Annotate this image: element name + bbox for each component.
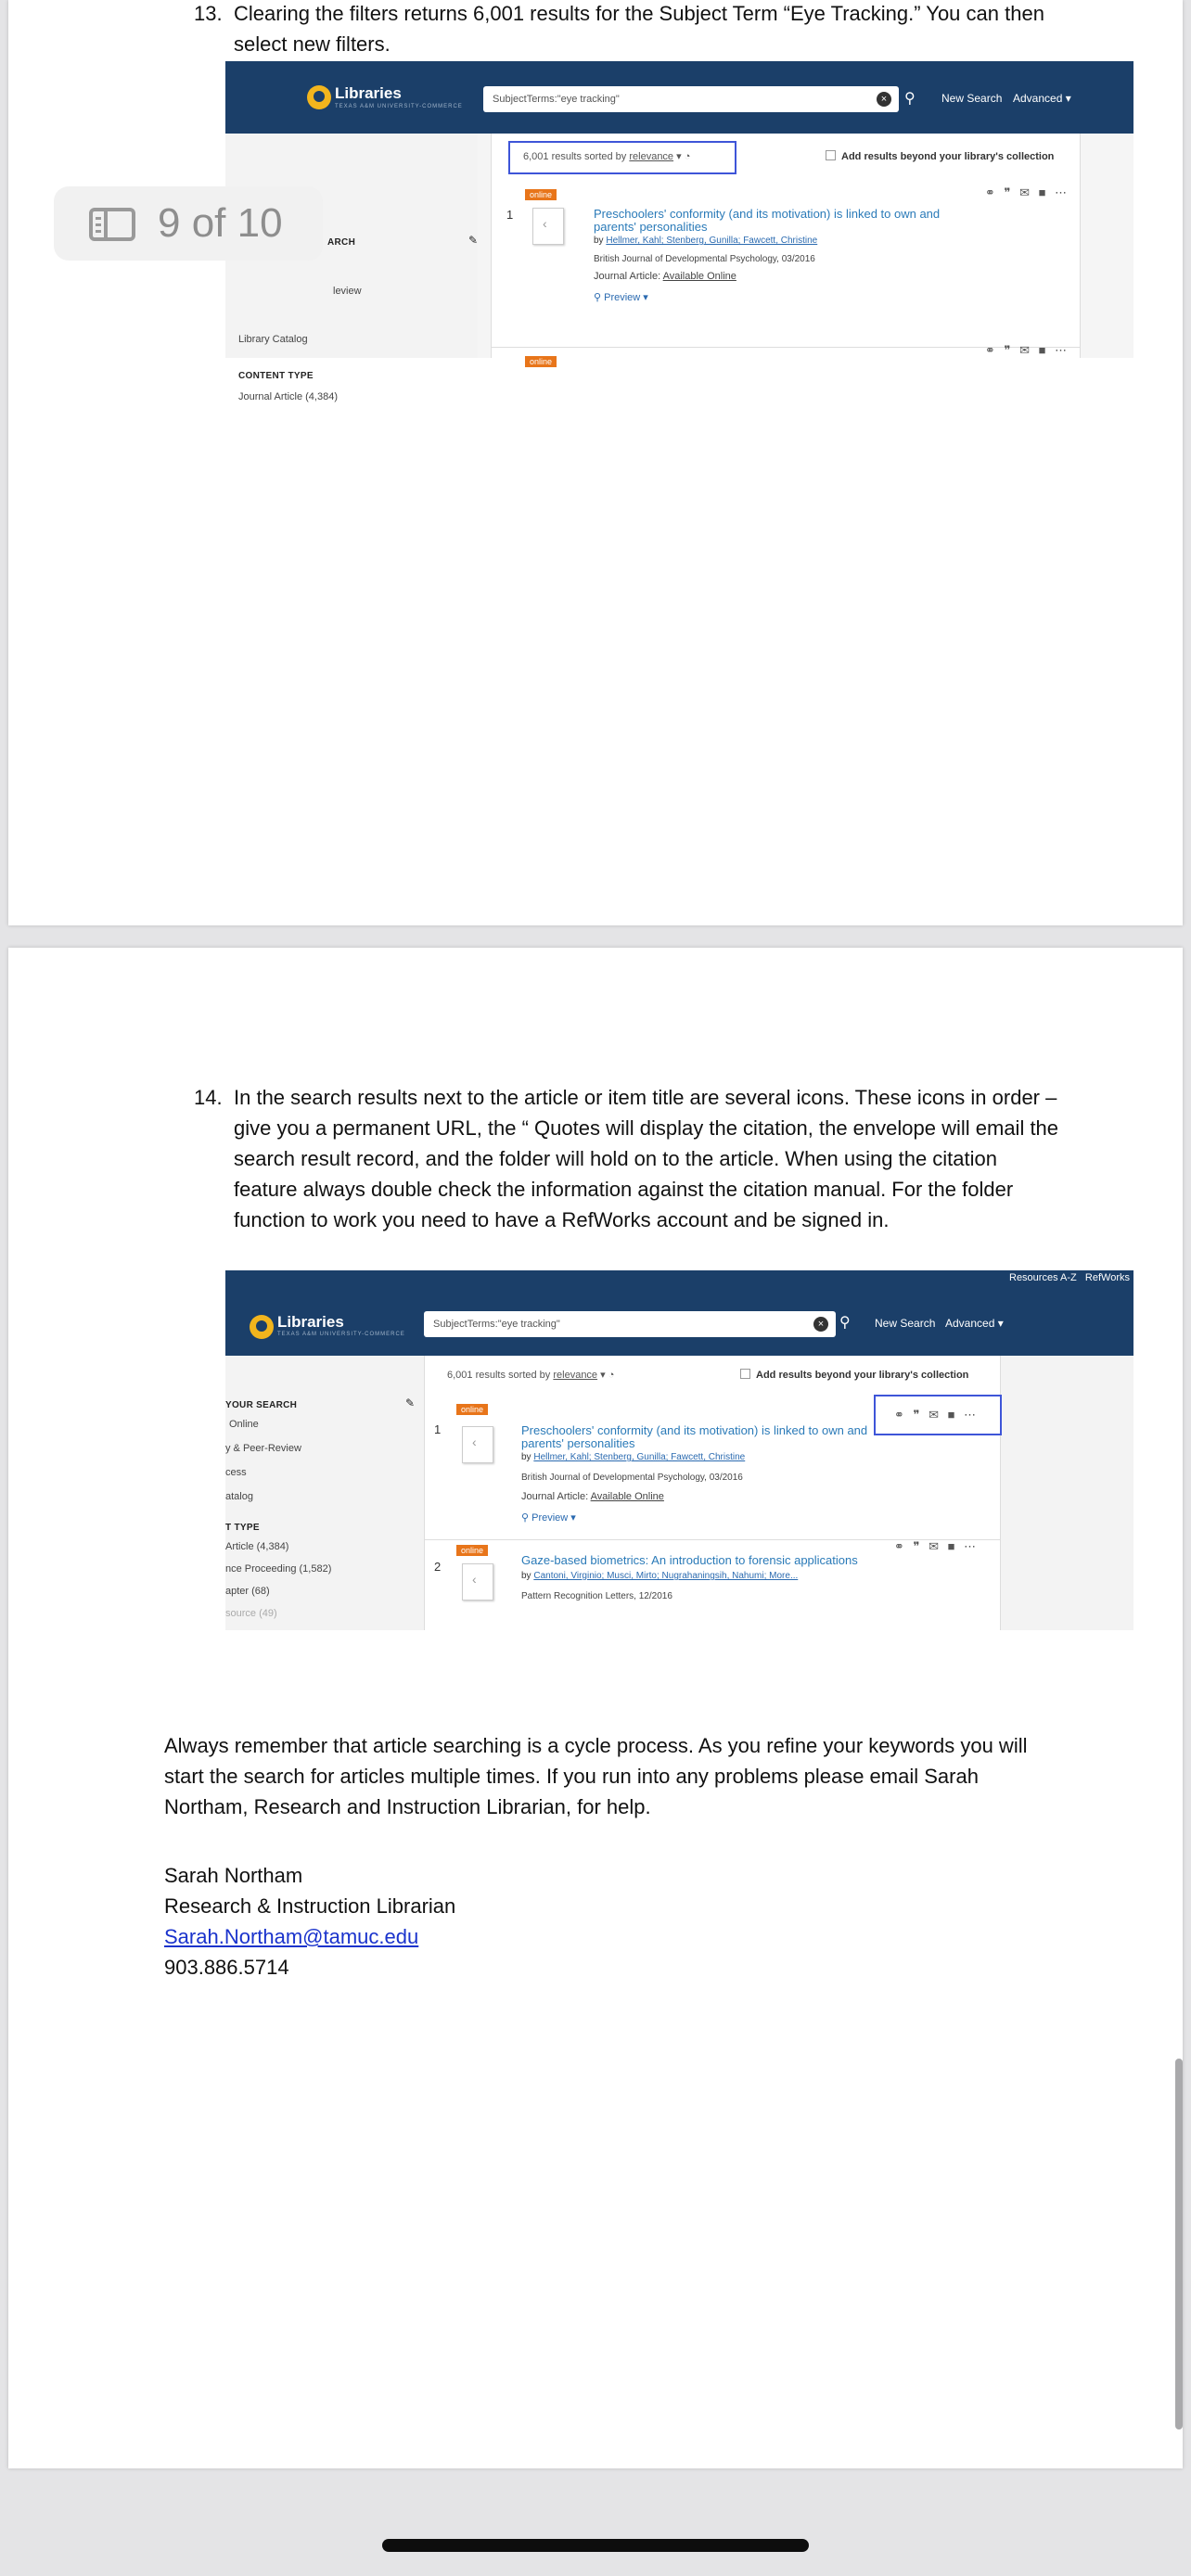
record-authors <box>521 1571 798 1581</box>
record-type-label: Journal Article: <box>521 1491 589 1502</box>
record-title[interactable]: Gaze-based biometrics: An introduction to forensic applications <box>521 1553 858 1567</box>
available-online-link[interactable]: Available Online <box>662 271 736 282</box>
library-logo-subtitle: TEXAS A&M UNIVERSITY-COMMERCE <box>277 1332 405 1337</box>
record-type-label: Journal Article: <box>594 271 661 282</box>
record-action-icons[interactable]: ⚭ ❞ ✉ ■ ⋯ <box>894 1539 980 1553</box>
preview-button[interactable]: ⚲ Preview ▾ <box>521 1512 576 1524</box>
author-links[interactable]: Hellmer, Kahl; Stenberg, Gunilla; Fawcett, Christine <box>606 236 818 246</box>
sidebar-open-access[interactable]: cess <box>225 1467 247 1478</box>
results-pane <box>491 134 1081 366</box>
author-links[interactable]: Cantoni, Virginio; Musci, Mirto; Nugrahaningsih, Nahumi; More... <box>533 1571 799 1581</box>
clear-search-icon[interactable]: × <box>813 1317 828 1332</box>
document-thumbnail-icon[interactable] <box>532 208 564 245</box>
highlight-action-icons <box>874 1395 1002 1435</box>
new-search-link[interactable]: New Search <box>941 92 1003 105</box>
by-label: by <box>521 1571 531 1581</box>
record-number: 1 <box>434 1422 442 1436</box>
step-13 <box>194 0 1066 59</box>
new-search-link[interactable]: New Search <box>875 1317 936 1330</box>
closing-paragraph: Always remember that article searching is a cycle process. As you refine your keywords you will start the search for articles multiple times. If you run into any problems please email Sarah Northam, Research and Instruction Librarian, for help. <box>164 1734 1028 1818</box>
sidebar-content-type: CONTENT TYPE <box>238 371 314 381</box>
sidebar-book-chapter[interactable]: apter (68) <box>225 1586 270 1597</box>
record-type <box>521 1491 664 1502</box>
record-source: British Journal of Developmental Psychology, 03/2016 <box>521 1473 743 1483</box>
search-icon[interactable]: ⚲ <box>839 1315 851 1331</box>
record-type <box>594 271 736 282</box>
library-logo-icon <box>307 85 331 109</box>
preview-button-label: Preview ▾ <box>604 292 648 303</box>
record-action-icons[interactable]: ⚭ ❞ ✉ ■ ⋯ <box>985 343 1070 357</box>
results-count: 6,001 results sorted by relevance ▾ ◔ <box>523 151 691 162</box>
record-number: 2 <box>434 1560 442 1574</box>
sidebar-conference-proceeding[interactable]: nce Proceeding (1,582) <box>225 1563 332 1575</box>
step-text: In the search results next to the article or item title are several icons. These icons in order – give you a permanent URL, the “ Quotes will display the citation, the envelope will email the search result record, and the folder will hold on to the article. When using the citation feature always double check the information against the citation manual. For the folder function to work you need to have a RefWorks account and be signed in. <box>234 1086 1059 1231</box>
library-logo-subtitle: TEXAS A&M UNIVERSITY-COMMERCE <box>335 104 463 109</box>
record-source: Pattern Recognition Letters, 12/2016 <box>521 1591 672 1601</box>
sort-relevance-link[interactable]: relevance <box>629 151 674 162</box>
online-badge: online <box>525 356 557 367</box>
sidebar-journal-article[interactable]: Article (4,384) <box>225 1541 289 1552</box>
top-links[interactable]: Resources A-Z RefWorks <box>1009 1272 1130 1283</box>
rss-icon[interactable]: ◔ <box>608 1370 615 1381</box>
preview-button-label: Preview ▾ <box>531 1512 576 1524</box>
filter-sidebar <box>225 1356 420 1630</box>
search-input-value: SubjectTerms:"eye tracking" <box>433 1319 560 1330</box>
step-14 <box>194 1082 1066 1235</box>
record-source: British Journal of Developmental Psychology, 03/2016 <box>594 254 815 264</box>
document-thumbnail-icon[interactable] <box>462 1426 493 1463</box>
clear-search-icon[interactable]: × <box>877 92 891 107</box>
advanced-link[interactable]: Advanced ▾ <box>1013 92 1071 105</box>
sidebar-peer-review[interactable]: y & Peer-Review <box>225 1443 301 1454</box>
home-indicator[interactable] <box>382 2539 809 2552</box>
beyond-collection-checkbox[interactable] <box>740 1369 968 1381</box>
step-number: 14. <box>194 1086 223 1109</box>
record-title[interactable]: Preschoolers' conformity (and its motivation) is linked to own and parents' personalities <box>594 207 941 234</box>
library-logo-text: Libraries <box>277 1313 344 1331</box>
sidebar-library-catalog[interactable]: atalog <box>225 1491 253 1502</box>
library-header <box>225 61 1133 134</box>
sidebar-web-resource[interactable]: source (49) <box>225 1608 277 1619</box>
signature-phone: 903.886.5714 <box>164 1956 289 1979</box>
record-action-icons[interactable]: ⚭ ❞ ✉ ■ ⋯ <box>985 185 1070 199</box>
online-badge: online <box>525 189 557 200</box>
beyond-collection-label: Add results beyond your library's collection <box>756 1370 969 1381</box>
search-input[interactable] <box>483 86 899 112</box>
search-icon[interactable]: ⚲ <box>904 91 916 107</box>
sidebar-your-search: ARCH <box>327 237 356 248</box>
record-authors <box>521 1452 745 1462</box>
search-input-value: SubjectTerms:"eye tracking" <box>493 94 620 105</box>
library-header <box>225 1270 1133 1356</box>
by-label: by <box>594 236 604 246</box>
vertical-scrollbar[interactable] <box>1175 2059 1183 2429</box>
sidebar-online[interactable]: Online <box>229 1419 259 1430</box>
results-count-text: 6,001 results sorted by <box>523 151 627 162</box>
sort-relevance-link[interactable]: relevance <box>553 1370 598 1381</box>
record-number: 1 <box>506 208 514 222</box>
sidebar-journal-article[interactable]: Journal Article (4,384) <box>238 391 338 402</box>
sidebar-toggle-icon <box>89 208 135 241</box>
screenshot-search-results-1 <box>225 61 1133 402</box>
library-logo-icon <box>250 1315 274 1339</box>
page-counter-text: 9 of 10 <box>158 200 283 246</box>
sidebar-library-catalog[interactable]: Library Catalog <box>238 334 308 345</box>
sidebar-content-type: T TYPE <box>225 1523 260 1533</box>
highlight-results-count <box>508 141 736 174</box>
signature-title: Research & Instruction Librarian <box>164 1894 456 1918</box>
by-label: by <box>521 1452 531 1462</box>
rss-icon[interactable]: ◔ <box>684 151 691 162</box>
author-links[interactable]: Hellmer, Kahl; Stenberg, Gunilla; Fawcett, Christine <box>533 1452 746 1462</box>
online-badge: online <box>456 1545 488 1556</box>
screenshot-search-results-2 <box>225 1270 1133 1630</box>
signature-block <box>164 1860 1045 1983</box>
results-count-text: 6,001 results sorted by <box>447 1370 551 1381</box>
step-number: 13. <box>194 2 223 25</box>
record-authors <box>594 236 817 246</box>
beyond-collection-checkbox[interactable] <box>826 150 1054 162</box>
results-pane <box>424 1356 1001 1630</box>
edit-search-icon[interactable]: ✎ <box>468 234 479 247</box>
sidebar-your-search: YOUR SEARCH <box>225 1400 298 1410</box>
signature-name: Sarah Northam <box>164 1864 303 1887</box>
search-input[interactable] <box>424 1311 836 1337</box>
online-badge: online <box>456 1404 488 1415</box>
advanced-link[interactable]: Advanced ▾ <box>945 1317 1004 1330</box>
page-counter[interactable] <box>54 186 323 261</box>
document-page-2 <box>8 948 1183 2468</box>
step-text: Clearing the filters returns 6,001 results for the Subject Term “Eye Tracking.” You can then select new filters. <box>234 2 1044 56</box>
document-page-1 <box>8 0 1183 925</box>
beyond-collection-label: Add results beyond your library's collection <box>841 151 1055 162</box>
results-count: 6,001 results sorted by relevance ▾ ◔ <box>447 1370 615 1381</box>
record-action-icons[interactable]: ⚭ ❞ ✉ ■ ⋯ <box>894 1408 980 1422</box>
available-online-link[interactable]: Available Online <box>590 1491 664 1502</box>
edit-search-icon[interactable]: ✎ <box>405 1396 416 1409</box>
email-link[interactable]: Sarah.Northam@tamuc.edu <box>164 1925 419 1948</box>
preview-button[interactable]: ⚲ Preview ▾ <box>594 292 648 303</box>
library-logo-text: Libraries <box>335 84 402 102</box>
sidebar-peer-review[interactable]: leview <box>333 286 362 297</box>
record-title[interactable]: Preschoolers' conformity (and its motivation) is linked to own and parents' personalities <box>521 1423 868 1450</box>
document-thumbnail-icon[interactable] <box>462 1563 493 1600</box>
